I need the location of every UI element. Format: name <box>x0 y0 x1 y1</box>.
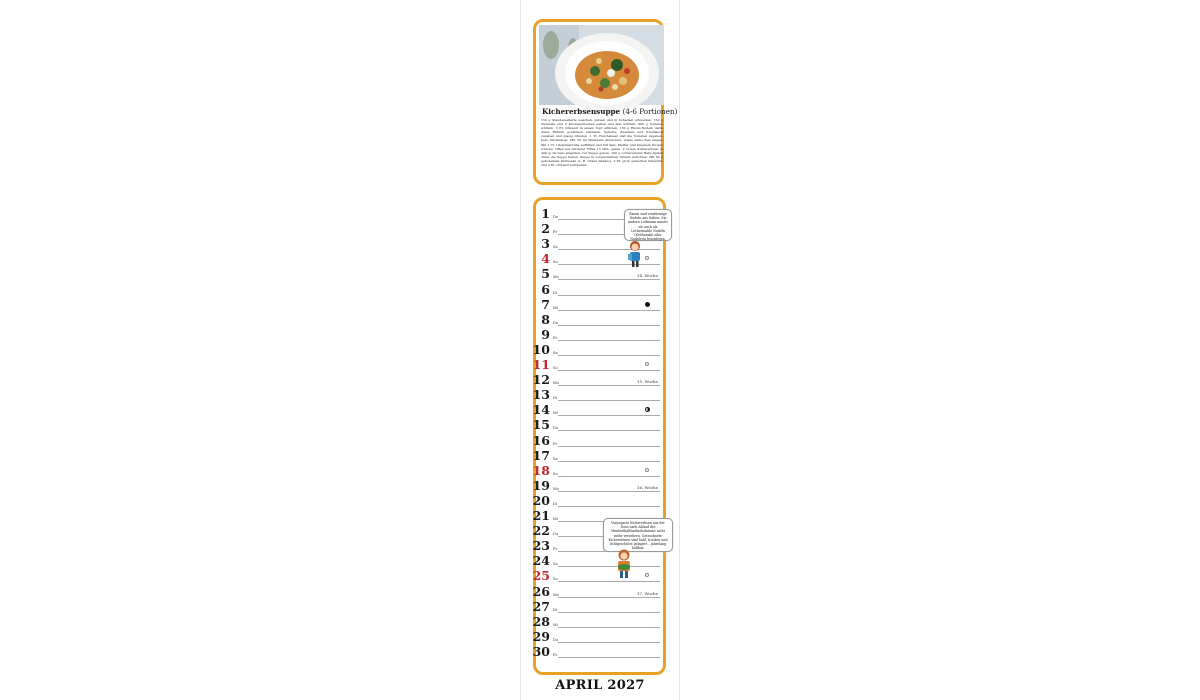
weekday-abbr: Fr <box>553 652 558 657</box>
day-number: 1 <box>541 206 550 221</box>
recipe-instructions: 150 g Staudensellerie waschen, putzen und in Scheiben schneiden. 150 g Zwiebeln und 2 Knoblauchzehen pellen und fein würfeln. 400 g Tomaten würfeln. 3 EL Olivenöl in einem Topf erhitzen. 150 g Risoni-Nudeln darin unter Rühren goldbraun anbraten. Sellerie, Zwiebeln und Knoblauch zugeben und glasig dünsten. 1 TL Fenchelsaat und die Tomaten zugeben, kurz mitdünsten. Mit 50 ml Weißwein ablöschen, etwas einkochen lassen. Mit 1,75 l Gemüsebrühe auffüllen und mit Salz, Pfeffer und braunem Zucker würzen. Offen bei mittlerer Hitze 15 Min. garen. 2 Dosen Kichererbsen (à 400 g) im Sieb abspülen, zur Suppe geben. 100 g vorbereiteten Baby-Spinat unter die Suppe heben. Suppe in vorgewärmten Tellern anrichten. Mit 60 g gehobeltem Parmesan (z. B. Grana Padano), 2 EL grob gehackter Petersilie und 2 EL Olivenöl beträufeln. <box>541 118 663 168</box>
day-number: 23 <box>532 538 550 554</box>
day-row[interactable] <box>532 567 660 584</box>
day-number: 20 <box>532 492 550 508</box>
recipe-card <box>533 19 678 185</box>
weekday-abbr: So <box>553 471 558 476</box>
weekday-abbr: Do <box>553 637 559 642</box>
cartoon-girl-with-bowl-icon <box>614 549 634 579</box>
day-number: 4 <box>541 251 550 267</box>
day-row[interactable] <box>536 281 660 296</box>
weekday-abbr: Mi <box>553 517 558 521</box>
sunrise-icon <box>645 256 649 260</box>
sunrise-icon <box>645 573 649 577</box>
recipe-name: Kichererbsensuppe <box>542 107 621 116</box>
weekday-abbr: Di <box>553 290 558 295</box>
weekday-abbr: Fr <box>553 441 558 446</box>
weekday-abbr: So <box>553 260 558 265</box>
day-row[interactable] <box>532 492 660 508</box>
day-row[interactable] <box>532 386 660 403</box>
day-number: 30 <box>532 643 550 659</box>
day-number: 26 <box>532 583 550 599</box>
day-number: 18 <box>532 462 550 478</box>
day-row[interactable] <box>532 341 660 357</box>
day-number: 11 <box>532 357 550 372</box>
day-number: 24 <box>532 553 550 569</box>
tip-bubble-chickpeas: Vorgegarte Kichererbsen aus der Dose nach Ablauf des Mindesthaltbarkeitsdatums nicht mehr verzehren. Getrocknete Kichererbsen sind bald, trocken und lichtgeschützt gelagert – jahrelang haltbar. <box>603 518 673 552</box>
week-number-label: 16. Woche <box>636 484 658 490</box>
weekday-abbr: Mi <box>553 305 558 310</box>
day-row[interactable] <box>532 416 660 433</box>
day-number: 2 <box>541 221 550 237</box>
day-row[interactable] <box>532 447 660 463</box>
recipe-title <box>542 107 678 116</box>
day-number: 3 <box>541 236 550 252</box>
cartoon-girl-icon <box>625 240 645 268</box>
day-number: 16 <box>532 432 550 448</box>
weekday-abbr: Do <box>553 532 559 537</box>
day-number: 6 <box>541 281 550 297</box>
weekday-abbr: Mo <box>553 275 559 280</box>
weekday-abbr: Sa <box>553 350 558 355</box>
weekday-abbr: Di <box>553 607 558 612</box>
weekday-abbr: Di <box>553 396 558 401</box>
sunrise-icon <box>645 468 649 472</box>
day-row[interactable] <box>536 296 660 311</box>
day-row[interactable] <box>536 311 660 326</box>
day-row[interactable] <box>532 628 660 644</box>
day-number: 13 <box>532 387 550 403</box>
day-number: 28 <box>532 613 550 629</box>
sunrise-icon <box>645 362 649 366</box>
day-row[interactable] <box>532 477 660 493</box>
weekday-abbr: Do <box>553 215 559 219</box>
weekday-abbr: Do <box>553 426 559 431</box>
day-row[interactable] <box>532 643 660 659</box>
day-number: 8 <box>541 311 550 327</box>
weekday-abbr: Mo <box>553 381 559 386</box>
soup-photo <box>539 25 664 105</box>
day-number: 22 <box>532 523 550 539</box>
weekday-abbr: Sa <box>553 245 558 250</box>
weekday-abbr: Mo <box>553 592 559 597</box>
weekday-abbr: So <box>553 366 558 370</box>
day-row[interactable] <box>532 401 660 418</box>
day-row[interactable] <box>532 613 660 629</box>
day-number: 17 <box>532 447 550 463</box>
recipe-portions: (4-6 Portionen) <box>622 107 678 116</box>
weekday-abbr: Sa <box>553 456 558 461</box>
day-row[interactable] <box>532 371 660 388</box>
weekday-abbr: Do <box>553 320 559 325</box>
writing-line <box>558 657 660 658</box>
weekday-abbr: Sa <box>553 562 558 567</box>
moon-phase-icon <box>645 302 650 307</box>
weekday-abbr: Fr <box>553 547 558 552</box>
week-number-label: 14. Woche <box>636 273 658 279</box>
week-number-label: 17. Woche <box>636 590 658 596</box>
day-number: 25 <box>532 568 550 584</box>
moon-phase-icon <box>645 407 650 412</box>
weekday-abbr: Mi <box>553 411 558 416</box>
day-number: 10 <box>532 341 550 357</box>
weekday-abbr: Di <box>553 501 558 506</box>
month-title: APRIL 2027 <box>555 678 645 693</box>
day-row[interactable] <box>532 356 660 372</box>
day-number: 9 <box>541 326 550 342</box>
weekday-abbr: Mi <box>553 622 558 627</box>
day-number: 19 <box>532 477 550 493</box>
weekday-abbr: So <box>553 577 558 582</box>
day-row[interactable] <box>532 552 660 569</box>
day-row[interactable] <box>532 432 660 448</box>
day-row[interactable] <box>532 462 660 478</box>
day-number: 14 <box>532 402 550 418</box>
day-row[interactable] <box>532 583 660 599</box>
day-row[interactable] <box>532 598 660 614</box>
day-number: 29 <box>532 628 550 644</box>
day-number: 7 <box>541 296 550 312</box>
weekday-abbr: Fr <box>553 335 558 340</box>
weekday-abbr: Mo <box>553 486 559 491</box>
day-number: 15 <box>532 417 550 433</box>
soup-bowl-illustration <box>539 25 664 105</box>
day-number: 12 <box>532 372 550 388</box>
day-row[interactable] <box>536 326 660 341</box>
day-number: 27 <box>532 598 550 614</box>
weekday-abbr: Fr <box>553 230 558 235</box>
tip-bubble-risoni: Risoni sind reisförmige Nudeln aus Italien. Sie ändern Ludmann mischt sie auch als Leckermahle Nudeln (Kritharaki) oder Nudelreis beizulegen. <box>624 209 672 241</box>
day-number: 5 <box>541 266 550 282</box>
week-number-label: 15. Woche <box>636 379 658 385</box>
day-number: 21 <box>532 508 550 523</box>
